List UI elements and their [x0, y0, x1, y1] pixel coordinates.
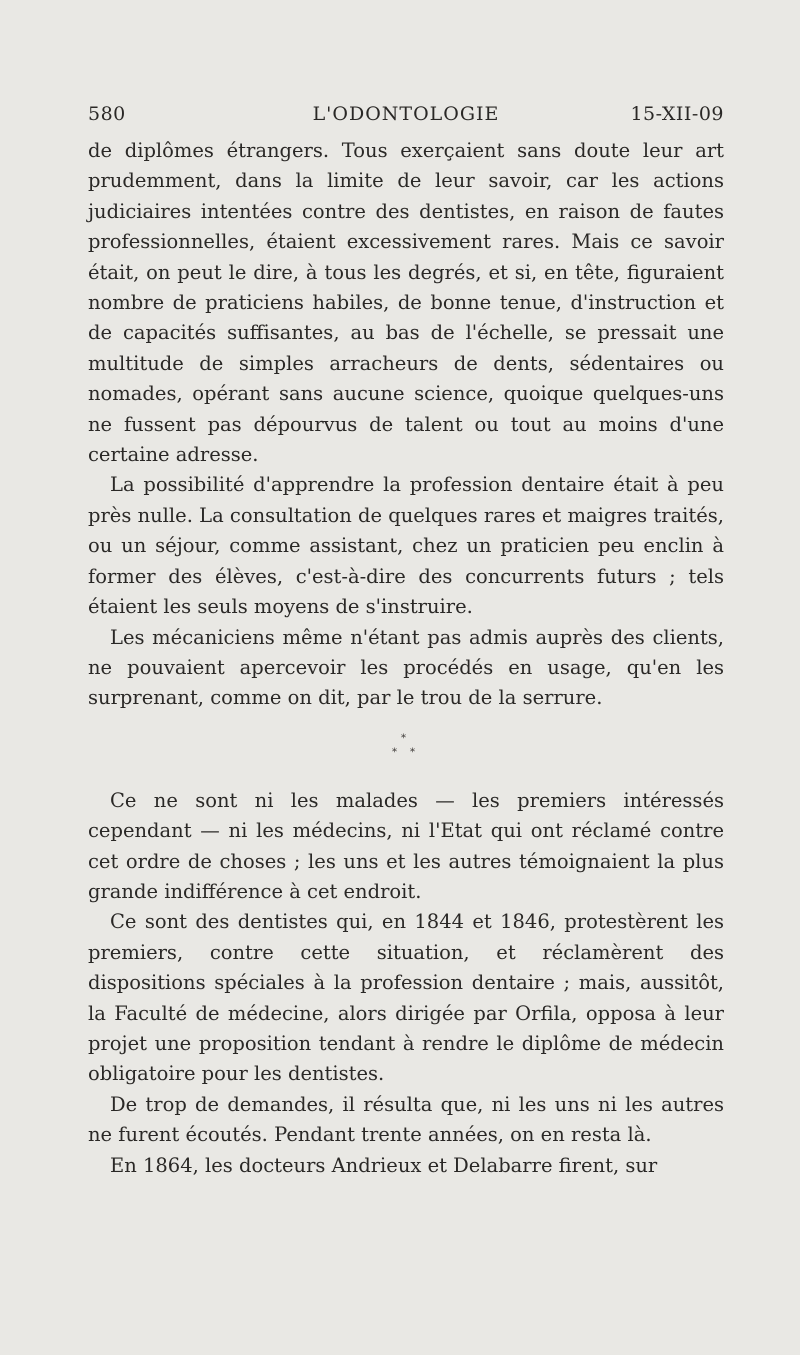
journal-title: L'ODONTOLOGIE — [312, 103, 500, 125]
issue-date: 15-XII-09 — [630, 103, 724, 125]
paragraph-last: En 1864, les docteurs Andrieux et Delabarre firent, sur — [110, 1153, 658, 1177]
paragraph: De trop de demandes, il résulta que, ni les uns ni les autres ne furent écoutés. Pendant trente années, on en resta là. — [88, 1092, 724, 1147]
asterism-star-left: * — [392, 746, 397, 758]
body-text — [88, 136, 724, 1181]
paragraph: Ce ne sont ni les malades — les premiers intéressés cependant — ni les médecins, ni l'Etat qui ont réclamé contre cet ordre de choses ; les uns et les autres témoignaient la plus grande indifférence à cet endroit. — [88, 788, 724, 903]
asterism-star-right: * — [410, 746, 415, 758]
page-number: 580 — [88, 103, 126, 125]
paragraph-continued: de diplômes étrangers. Tous exerçaient sans doute leur art prudemment, dans la limite de leur savoir, car les actions judiciaires intentées contre des dentistes, en raison de fautes professionnelles, étaient excessivement rares. Mais ce savoir était, on peut le dire, à tous les degrés, et si, en tête, figuraient nombre de praticiens habiles, de bonne tenue, d'instruction et de capacités suffisantes, au bas de l'échelle, se pressait une multitude de simples arracheurs de dents, sédentaires ou nomades, opérant sans aucune science, quoique quelques-uns ne fussent pas dépourvus de talent ou tout au moins d'une certaine adresse. — [88, 139, 724, 467]
paragraph: La possibilité d'apprendre la profession dentaire était à peu près nulle. La consultation de quelques rares et maigres traités, ou un séjour, comme assistant, chez un praticien peu enclin à former des élèves, c'est-à-dire des concurrents futurs ; tels étaient les seuls moyens de s'instruire. — [88, 473, 724, 619]
running-head — [88, 103, 724, 133]
paragraph: Ce sont des dentistes qui, en 1844 et 1846, protestèrent les premiers, contre cette situation, et réclamèrent des dispositions spéciales à la profession dentaire ; mais, aussitôt, la Faculté de médecine, alors dirigée par Orfila, opposa à leur projet une proposition tendant à rendre le diplôme de médecin obligatoire pour les dentistes. — [88, 910, 724, 1086]
asterism-star-top: * — [401, 732, 406, 744]
paragraph: Les mécaniciens même n'étant pas admis auprès des clients, ne pouvaient apercevoir les procédés en usage, qu'en les surprenant, comme on dit, par le trou de la serrure. — [88, 625, 724, 710]
section-break-asterism — [88, 714, 724, 786]
